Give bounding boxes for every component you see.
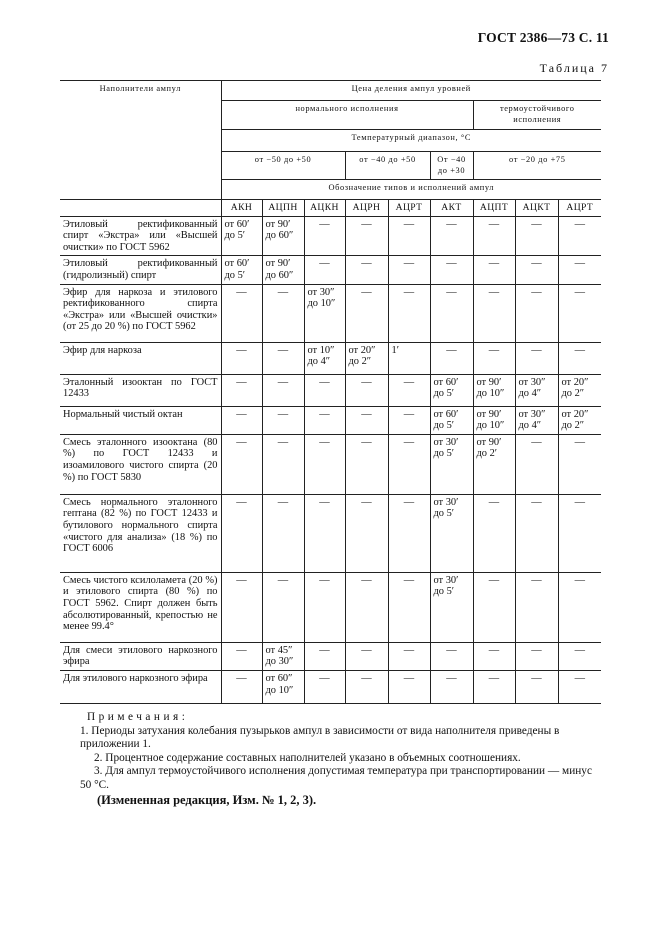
value-cell: — xyxy=(388,374,430,406)
notes-title: Примечания: xyxy=(87,711,189,723)
filler-cell: Эфир для наркоза и этилового ректификованного спирта «Экстра» или «Высшей очистки» (от 25 до 20 %) по ГОСТ 5962 xyxy=(60,284,221,342)
value-cell: — xyxy=(345,572,388,642)
value-cell: — xyxy=(304,670,345,703)
table-row xyxy=(60,406,601,434)
value-cell: — xyxy=(430,342,473,374)
value-cell: — xyxy=(345,494,388,572)
value-cell: — xyxy=(430,284,473,342)
value-cell: — xyxy=(221,284,262,342)
table-row xyxy=(60,434,601,494)
value-cell: — xyxy=(388,406,430,434)
types-header: Обозначение типов и исполнений ампул xyxy=(221,180,601,200)
value-cell: — xyxy=(388,642,430,670)
value-cell: от 60′ до 5′ xyxy=(430,406,473,434)
table-row xyxy=(60,642,601,670)
value-cell: — xyxy=(345,434,388,494)
value-cell: — xyxy=(262,342,304,374)
value-cell: — xyxy=(515,494,558,572)
change-note: (Измененная редакция, Изм. № 1, 2, 3). xyxy=(97,793,317,807)
filler-column-header: Наполнители ампул xyxy=(60,81,221,200)
value-cell: — xyxy=(430,670,473,703)
value-cell: — xyxy=(345,284,388,342)
type-header-3: АЦКН xyxy=(304,200,345,217)
filler-cell: Эталонный изооктан по ГОСТ 12433 xyxy=(60,374,221,406)
price-header: Цена деления ампул уровней xyxy=(221,81,601,101)
value-cell: от 90′ до 60″ xyxy=(262,256,304,284)
table-row xyxy=(60,572,601,642)
value-cell: — xyxy=(388,284,430,342)
execution-normal-header: нормального исполнения xyxy=(221,101,473,130)
type-header-9: АЦРТ xyxy=(558,200,601,217)
value-cell: от 30′ до 5′ xyxy=(430,494,473,572)
value-cell: — xyxy=(473,342,515,374)
value-cell: — xyxy=(345,374,388,406)
value-cell: — xyxy=(388,494,430,572)
data-table xyxy=(60,80,601,704)
type-header-1: АКН xyxy=(221,200,262,217)
temp-range-2: от −40 до +50 xyxy=(345,152,430,180)
type-header-7: АЦПТ xyxy=(473,200,515,217)
execution-thermo-header: термоустойчивого исполнения xyxy=(473,101,601,130)
value-cell: от 60′ до 5′ xyxy=(221,216,262,256)
value-cell: — xyxy=(221,572,262,642)
value-cell: — xyxy=(345,256,388,284)
value-cell: — xyxy=(221,670,262,703)
value-cell: — xyxy=(345,406,388,434)
value-cell: от 90′ до 10″ xyxy=(473,374,515,406)
value-cell: — xyxy=(515,284,558,342)
filler-cell: Эфир для наркоза xyxy=(60,342,221,374)
value-cell: — xyxy=(388,216,430,256)
value-cell: от 30′ до 5′ xyxy=(430,572,473,642)
filler-cell: Этиловый ректификованный (гидролизный) спирт xyxy=(60,256,221,284)
value-cell: от 30″ до 4″ xyxy=(515,374,558,406)
value-cell: — xyxy=(558,670,601,703)
value-cell: — xyxy=(558,284,601,342)
type-header-6: АКТ xyxy=(430,200,473,217)
value-cell: — xyxy=(430,256,473,284)
filler-header-spacer xyxy=(60,200,221,217)
table-row xyxy=(60,284,601,342)
value-cell: — xyxy=(388,670,430,703)
type-header-4: АЦРН xyxy=(345,200,388,217)
value-cell: от 60′ до 5′ xyxy=(221,256,262,284)
value-cell: — xyxy=(262,374,304,406)
value-cell: — xyxy=(515,642,558,670)
value-cell: — xyxy=(430,216,473,256)
value-cell: — xyxy=(430,642,473,670)
value-cell: — xyxy=(221,374,262,406)
value-cell: — xyxy=(221,494,262,572)
value-cell: — xyxy=(515,216,558,256)
value-cell: — xyxy=(558,342,601,374)
notes-section xyxy=(80,711,601,792)
value-cell: — xyxy=(515,670,558,703)
value-cell: — xyxy=(558,256,601,284)
filler-cell: Смесь эталонного изооктана (80 %) по ГОСТ 12433 и изоамилового чистого спирта (20 %) по ГОСТ 5830 xyxy=(60,434,221,494)
note-1: 1. Периоды затухания колебания пузырьков ампул в зависимости от вида наполнителя приведены в приложении 1. xyxy=(80,724,560,750)
value-cell: — xyxy=(262,494,304,572)
value-cell: — xyxy=(558,642,601,670)
value-cell: — xyxy=(221,434,262,494)
value-cell: — xyxy=(304,256,345,284)
value-cell: — xyxy=(558,434,601,494)
value-cell: от 20″ до 2″ xyxy=(558,406,601,434)
value-cell: — xyxy=(304,494,345,572)
value-cell: — xyxy=(388,572,430,642)
value-cell: — xyxy=(304,216,345,256)
value-cell: — xyxy=(515,256,558,284)
temp-range-1: от −50 до +50 xyxy=(221,152,345,180)
value-cell: — xyxy=(262,406,304,434)
value-cell: — xyxy=(558,216,601,256)
filler-cell: Нормальный чистый октан xyxy=(60,406,221,434)
filler-cell: Для смеси этилового наркозного эфира xyxy=(60,642,221,670)
value-cell: — xyxy=(262,434,304,494)
value-cell: — xyxy=(345,642,388,670)
value-cell: — xyxy=(345,670,388,703)
note-2: 2. Процентное содержание составных наполнителей указано в объемных соотношениях. xyxy=(94,751,521,764)
value-cell: от 60″ до 10″ xyxy=(262,670,304,703)
value-cell: — xyxy=(304,572,345,642)
value-cell: — xyxy=(388,434,430,494)
value-cell: — xyxy=(304,642,345,670)
table-row xyxy=(60,256,601,284)
value-cell: — xyxy=(345,216,388,256)
type-header-8: АЦКТ xyxy=(515,200,558,217)
value-cell: — xyxy=(473,256,515,284)
value-cell: от 45″ до 30″ xyxy=(262,642,304,670)
value-cell: — xyxy=(221,342,262,374)
value-cell: — xyxy=(304,374,345,406)
table-row xyxy=(60,216,601,256)
value-cell: — xyxy=(515,434,558,494)
value-cell: от 90′ до 60″ xyxy=(262,216,304,256)
table-row xyxy=(60,342,601,374)
table-row xyxy=(60,494,601,572)
value-cell: — xyxy=(558,494,601,572)
filler-cell: Этиловый ректификованный спирт «Экстра» или «Высшей очистки» по ГОСТ 5962 xyxy=(60,216,221,256)
value-cell: от 20″ до 2″ xyxy=(345,342,388,374)
value-cell: от 30″ до 4″ xyxy=(515,406,558,434)
value-cell: — xyxy=(221,406,262,434)
filler-cell: Смесь нормального эталонного гептана (82 %) по ГОСТ 12433 и бутилового нормального спирта «чистого для анализа» (18 %) по ГОСТ 6006 xyxy=(60,494,221,572)
value-cell: от 10″ до 4″ xyxy=(304,342,345,374)
value-cell: — xyxy=(473,642,515,670)
value-cell: 1′ xyxy=(388,342,430,374)
temp-range-header: Температурный диапазон, °С xyxy=(221,130,601,152)
value-cell: — xyxy=(473,494,515,572)
value-cell: — xyxy=(473,284,515,342)
value-cell: — xyxy=(473,670,515,703)
value-cell: — xyxy=(558,572,601,642)
value-cell: от 90′ до 2′ xyxy=(473,434,515,494)
value-cell: от 30″ до 10″ xyxy=(304,284,345,342)
type-header-5: АЦРТ xyxy=(388,200,430,217)
temp-range-4: от −20 до +75 xyxy=(473,152,601,180)
table-row xyxy=(60,374,601,406)
value-cell: — xyxy=(515,342,558,374)
value-cell: — xyxy=(473,216,515,256)
value-cell: от 20″ до 2″ xyxy=(558,374,601,406)
value-cell: — xyxy=(388,256,430,284)
page-header: ГОСТ 2386—73 С. 11 xyxy=(477,30,609,45)
value-cell: — xyxy=(221,642,262,670)
value-cell: — xyxy=(304,434,345,494)
value-cell: — xyxy=(262,572,304,642)
filler-cell: Смесь чистого ксилоламета (20 %) и этилового спирта (80 %) по ГОСТ 5962. Спирт должен быть абсолютированный, крепостью не менее 99.4° xyxy=(60,572,221,642)
filler-cell: Для этилового наркозного эфира xyxy=(60,670,221,703)
table-caption: Таблица 7 xyxy=(539,61,609,75)
value-cell: — xyxy=(515,572,558,642)
note-3: 3. Для ампул термоустойчивого исполнения допустимая температура при транспортировании — минус 50 °С. xyxy=(80,765,592,791)
value-cell: от 90′ до 10″ xyxy=(473,406,515,434)
type-header-2: АЦПН xyxy=(262,200,304,217)
value-cell: от 30′ до 5′ xyxy=(430,434,473,494)
value-cell: — xyxy=(304,406,345,434)
value-cell: — xyxy=(473,572,515,642)
value-cell: — xyxy=(262,284,304,342)
table-row xyxy=(60,670,601,703)
value-cell: от 60′ до 5′ xyxy=(430,374,473,406)
temp-range-3: От −40 до +30 xyxy=(430,152,473,180)
